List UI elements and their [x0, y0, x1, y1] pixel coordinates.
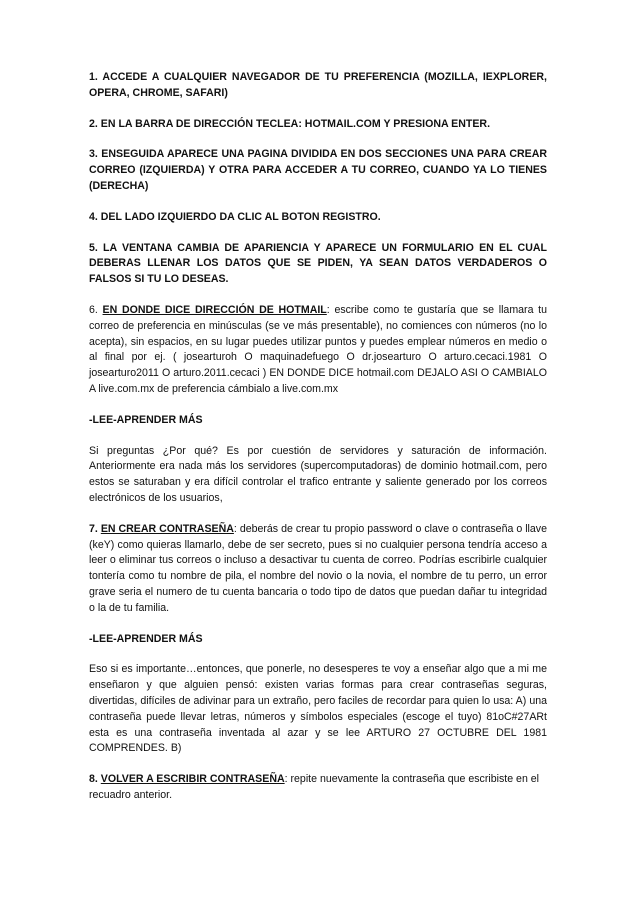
learn-more-heading-2: -LEE-APRENDER MÁS: [89, 632, 203, 645]
step-4-paragraph: 4. DEL LADO IZQUIERDO DA CLIC AL BOTON REGISTRO.: [89, 210, 381, 223]
step-7-heading: EN CREAR CONTRASEÑA: [100, 522, 234, 535]
step-1-paragraph: 1. ACCEDE A CUALQUIER NAVEGADOR DE TU PREFERENCIA (MOZILLA, IEXPLORER, OPERA, CHROME, SAFARI): [89, 71, 547, 99]
step-6-number: 6.: [89, 303, 103, 316]
learn-more-paragraph-1: Si preguntas ¿Por qué? Es por cuestión de servidores y saturación de información. Anteriormente era nada más los servidores (supercomputadoras) de dominio hotmail.com, pero estos se saturaban y era difícil controlar el trafico entrante y saliente generado por los correos electrónicos de los usuarios,: [89, 444, 547, 504]
document-page: [89, 70, 547, 819]
step-6-heading: EN DONDE DICE DIRECCIÓN DE HOTMAIL: [102, 303, 327, 316]
step-8-paragraph: [89, 772, 547, 804]
step-7-paragraph: [89, 522, 547, 617]
step-3-paragraph: 3. ENSEGUIDA APARECE UNA PAGINA DIVIDIDA EN DOS SECCIONES UNA PARA CREAR CORREO (IZQUIERDA) Y OTRA PARA ACCEDER A TU CORREO, CUANDO YA LO TIENES (DERECHA): [89, 148, 547, 192]
step-5-paragraph: 5. LA VENTANA CAMBIA DE APARIENCIA Y APARECE UN FORMULARIO EN EL CUAL DEBERAS LLENAR LOS DATOS QUE SE PIDEN, YA SEAN DATOS VERDADEROS O FALSOS SI TU LO DESEAS.: [89, 241, 547, 286]
step-6-paragraph: [89, 303, 547, 398]
learn-more-paragraph-2: Eso si es importante…entonces, que ponerle, no desesperes te voy a enseñar algo que a mi me enseñaron y que alguien pensó: existen varias formas para crear contraseñas seguras, divertidas, difíciles de adivinar para un extraño, pero faciles de recordar para quien lo usa: A) una contraseña puede llevar letras, números y símbolos especiales (escoge el tuyo) 81oC#27ARt esta es una contraseña inventada al azar y se lee ARTURO 27 OCTUBRE DEL 1981 COMPRENDES. B): [89, 663, 547, 755]
learn-more-heading-1: -LEE-APRENDER MÁS: [89, 413, 203, 426]
step-7-number: 7.: [89, 522, 101, 535]
step-6-body: : escribe como te gustaría que se llamara tu correo de preferencia en minúsculas (se ve más presentable), no comiences con números (no lo acepta), sin espacios, en su lugar puedes utilizar puntos y puedes emplear números en medio o al final por ej. ( josearturoh O maquinadefuego O dr.josearturo O arturo.cecaci.1981 O josearturo2011 O arturo.2011.cecaci ) EN DONDE DICE hotmail.com DEJALO ASI O CAMBIALO A live.com.mx de preferencia cámbialo a live.com.mx: [89, 303, 548, 395]
step-7-body: : deberás de crear tu propio password o clave o contraseña o llave (keY) como quieras llamarlo, debe de ser secreto, pues si no cualquier persona tendría acceso a leer o eliminar tus correos o incluso a desactivar tu cuenta de correo. Podrías escribirle cualquier tontería como tu nombre de pila, el nombre del novio o la novia, el nombre de tu perro, un error grave seria el numero de tu cuenta bancaria o todo tipo de datos que puedan dañar tu integridad o la de tu familia.: [89, 522, 547, 614]
step-8-number: 8.: [89, 773, 101, 786]
step-8-heading: VOLVER A ESCRIBIR CONTRASEÑA: [100, 773, 285, 786]
step-2-paragraph: 2. EN LA BARRA DE DIRECCIÓN TECLEA: HOTMAIL.COM Y PRESIONA ENTER.: [89, 117, 491, 130]
step-8-body: : repite nuevamente la contraseña que escribiste en el recuadro anterior.: [89, 773, 540, 801]
